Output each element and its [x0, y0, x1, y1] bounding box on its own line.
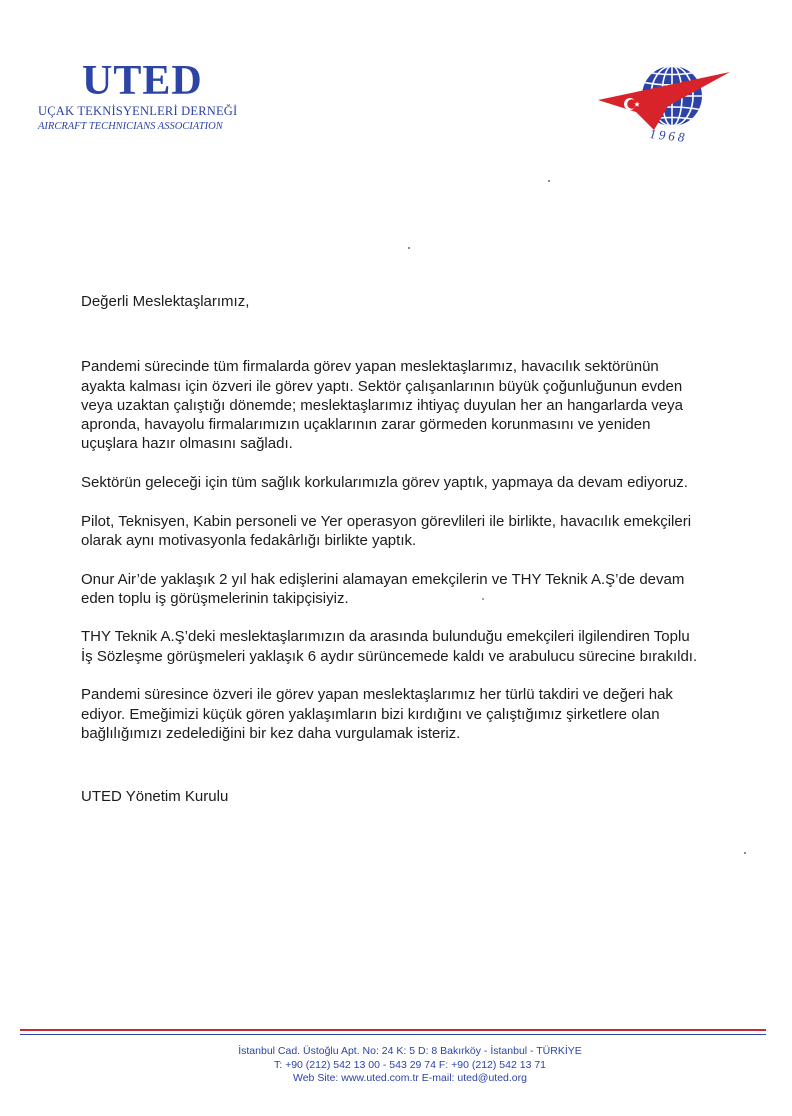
logo-year: 1968: [648, 126, 689, 145]
org-name-turkish: UÇAK TEKNİSYENLERİ DERNEĞİ: [38, 104, 238, 118]
paragraph: Pandemi sürecinde tüm firmalarda görev yapan meslektaşlarımız, havacılık sektörünün ayakta kalması için özveri ile görev yaptı. Sektör çalışanlarının büyük çoğunluğunun evden veya uzaktan çalıştığı dönemde; meslektaşlarımız ihtiyaç duyulan her an hangarlarda veya apronda, havayolu firmalarımızın uçaklarının zarar görmeden korunmasını ve yeniden uçuşlara hazır olmasını sağladı.: [81, 358, 683, 453]
org-name-english: AIRCRAFT TECHNICIANS ASSOCIATION: [38, 121, 223, 132]
scan-speck: [548, 180, 550, 182]
paragraph: Pilot, Teknisyen, Kabin personeli ve Yer operasyon görevlileri ile birlikte, havacılık emekçileri olarak aynı motivasyonla fedakârlığı birlikte yaptık.: [81, 512, 692, 549]
signature: UTED Yönetim Kurulu: [81, 788, 229, 806]
letterhead: [38, 60, 278, 132]
org-short-name: UTED: [82, 58, 203, 104]
footer-web: Web Site: www.uted.com.tr E-mail: uted@uted.org: [293, 1072, 527, 1084]
footer-address: İstanbul Cad. Üstoğlu Apt. No: 24 K: 5 D: 8 Bakırköy - İstanbul - TÜRKİYE: [238, 1045, 582, 1057]
paragraph: Sektörün geleceği için tüm sağlık korkularımızla görev yaptık, yapmaya da devam ediyoruz.: [81, 474, 688, 492]
paragraph: Onur Air’de yaklaşık 2 yıl hak edişlerini alamayan emekçilerin ve THY Teknik A.Ş’de devam eden toplu iş görüşmelerinin takipçisiyiz.: [81, 570, 685, 607]
scan-speck: [744, 852, 746, 854]
letter-body: [81, 292, 771, 822]
globe-logo-icon: [596, 60, 736, 150]
paragraph: Pandemi süresince özveri ile görev yapan meslektaşlarımız her türlü takdiri ve değeri hak ediyor. Emeğimizi küçük gören yaklaşımların bizi kırdığını ve çalıştığımız şirketlere olan bağlılığımızı zedelediğini bir kez daha vurgulamak isteriz.: [81, 686, 673, 742]
salutation: Değerli Meslektaşlarımız,: [81, 293, 250, 310]
footer-phone: T: +90 (212) 542 13 00 - 543 29 74 F: +90 (212) 542 13 71: [273, 1058, 547, 1071]
paragraph: THY Teknik A.Ş’deki meslektaşlarımızın da arasında bulunduğu emekçileri ilgilendiren Toplu İş Sözleşme görüşmeleri yaklaşık 6 aydır sürüncemede kaldı ve arabulucu sürecine bırakıldı.: [81, 628, 698, 665]
footer-divider: [20, 1029, 766, 1035]
scan-speck: [408, 247, 410, 249]
footer: [130, 1045, 690, 1086]
